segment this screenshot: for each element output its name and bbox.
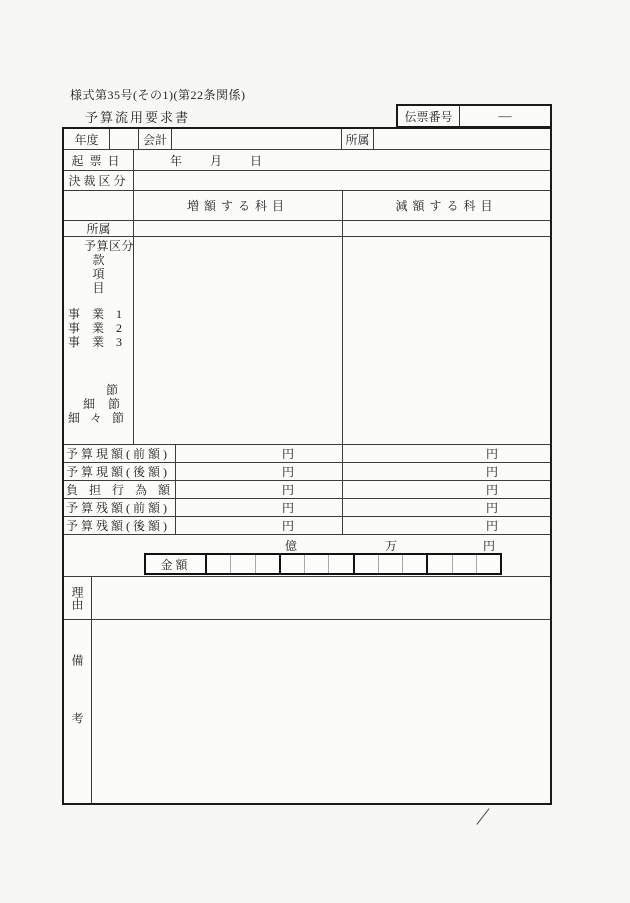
decrease-amount-cell[interactable] [343,517,550,534]
digit-cell[interactable] [353,555,378,573]
increase-amount-cell[interactable] [176,517,343,534]
slip-number-value: — [498,108,512,123]
increase-subject-header: 増額する科目 [134,191,343,220]
increase-amount-cell[interactable] [176,463,343,480]
amount-scale-row [64,535,550,553]
digit-cell[interactable] [255,555,279,573]
remarks-label-cell [64,620,92,803]
budget-class-labels [64,237,134,444]
digit-cell[interactable] [328,555,352,573]
reason-row [64,577,550,620]
subject-header-spacer [64,191,134,220]
digit-cell[interactable] [378,555,402,573]
approval-category-label: 決裁区分 [64,171,134,190]
subject-header-row [64,191,550,221]
page-corner-slash-mark [476,808,489,824]
day-unit-label: 日 [250,153,263,168]
budget-class-line: 事業1 [68,307,135,321]
digit-cell[interactable] [230,555,254,573]
digit-cell[interactable] [279,555,304,573]
decrease-amount-cell[interactable] [343,463,550,480]
accounting-label: 会計 [139,129,172,149]
approval-category-row [64,171,550,191]
amount-row [64,463,550,481]
remarks-label: 備考 [70,653,84,770]
amount-row [64,517,550,535]
increase-amount-cell[interactable] [176,481,343,498]
amount-row-label: 予算現額(前額) [64,445,176,462]
year-accounting-row [64,129,550,150]
reason-label-cell [64,577,92,619]
form-number-text: 様式第35号(その1)(第22条関係) [70,88,246,102]
yen-unit-label: 円 [281,447,294,461]
amount-row-label: 予算残額(前額) [64,499,176,516]
draft-date-input-cell[interactable] [134,150,550,170]
decrease-amount-cell[interactable] [343,499,550,516]
affiliation-input-cell[interactable] [374,129,550,149]
amount-row [64,499,550,517]
yen-unit-label: 円 [485,483,498,497]
yen-unit-label: 円 [281,501,294,515]
decrease-amount-cell[interactable] [343,445,550,462]
budget-class-line: 款 [92,253,105,267]
budget-class-line: 目 [92,281,105,295]
amount-row [64,445,550,463]
budget-class-line: 節 [106,383,119,397]
digit-cell[interactable] [304,555,328,573]
budget-class-line: 項 [92,267,105,281]
yen-unit-label: 円 [485,501,498,515]
month-unit-label: 月 [210,153,223,168]
amount-box-row [64,553,550,577]
remarks-input-cell[interactable] [92,620,550,803]
fiscal-year-input-cell[interactable] [110,129,139,149]
reason-label: 理由 [70,586,84,610]
subject-increase-cell[interactable] [134,237,343,444]
digit-cell[interactable] [452,555,476,573]
digit-cell[interactable] [426,555,451,573]
increase-amount-cell[interactable] [176,445,343,462]
budget-class-line: 細々節 [68,411,135,425]
budget-class-line: 細節 [83,397,134,411]
affiliation-increase-cell[interactable] [134,221,343,236]
slip-number-label: 伝票番号 [398,106,460,126]
subject-affiliation-row [64,221,550,237]
scale-man-label: 万 [384,539,397,553]
amount-box [144,553,502,575]
slip-number-box [396,104,552,128]
subject-decrease-cell[interactable] [343,237,550,444]
amount-row-label: 予算残額(後額) [64,517,176,534]
fiscal-year-label: 年度 [64,129,110,149]
draft-date-row [64,150,550,171]
form-title: 予算流用要求書 [85,110,191,125]
decrease-subject-header: 減額する科目 [395,199,498,213]
budget-class-line: 予算区分 [84,239,135,253]
amount-row [64,481,550,499]
draft-date-label: 起票日 [64,150,134,170]
budget-class-line: 事業2 [68,321,135,335]
amount-row-label: 予算現額(後額) [64,463,176,480]
decrease-amount-cell[interactable] [343,481,550,498]
scale-yen-label: 円 [482,539,495,553]
amount-row-label: 負担行為額 [66,483,182,497]
budget-class-line: 事業3 [68,335,135,349]
remarks-row [64,620,550,803]
digit-cell[interactable] [207,555,230,573]
yen-unit-label: 円 [281,465,294,479]
yen-unit-label: 円 [281,483,294,497]
scale-oku-label: 億 [284,539,297,553]
reason-input-cell[interactable] [92,577,550,619]
yen-unit-label: 円 [281,519,294,533]
budget-class-row [64,237,550,445]
affiliation-label: 所属 [342,129,374,149]
digit-cell[interactable] [476,555,500,573]
approval-category-input-cell[interactable] [134,171,550,190]
year-unit-label: 年 [170,153,183,168]
yen-unit-label: 円 [485,519,498,533]
yen-unit-label: 円 [485,447,498,461]
form-table [62,127,552,805]
affiliation-row-label: 所属 [64,221,134,236]
affiliation-decrease-cell[interactable] [343,221,550,236]
accounting-input-cell[interactable] [172,129,342,149]
yen-unit-label: 円 [485,465,498,479]
digit-cell[interactable] [402,555,426,573]
increase-amount-cell[interactable] [176,499,343,516]
amount-box-label: 金額 [146,555,207,573]
